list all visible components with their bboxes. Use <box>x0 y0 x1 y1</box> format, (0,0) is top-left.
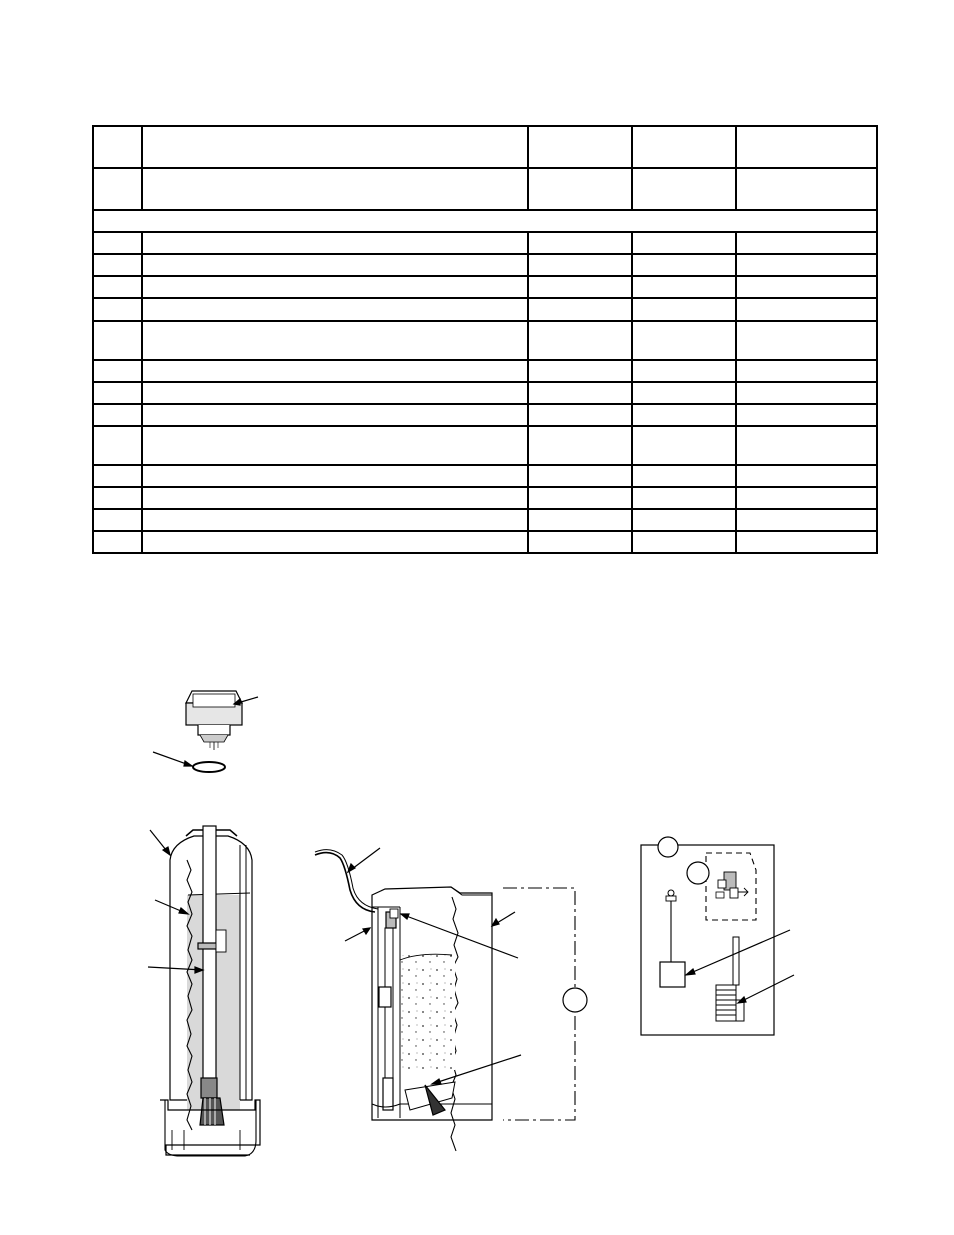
detail-reference-circle <box>563 988 587 1012</box>
valve-figure <box>153 691 258 772</box>
brine-well <box>385 928 393 1088</box>
brine-tank-figure <box>315 848 587 1151</box>
brine-line-tube <box>315 853 375 912</box>
brine-valve-detail-figure <box>641 837 794 1035</box>
arrow-head <box>184 761 192 766</box>
control-valve-head <box>186 691 242 750</box>
resin-tank-figure <box>148 826 260 1156</box>
o-ring <box>193 762 225 772</box>
clamp-block <box>216 930 226 952</box>
lower-distributor <box>201 1078 217 1098</box>
detail-reference-circle <box>658 837 678 857</box>
distributor-basket <box>200 1098 224 1125</box>
salt-fill <box>400 955 455 1070</box>
float-block <box>660 962 685 987</box>
detail-reference-circle <box>687 862 709 884</box>
distributor-tube <box>203 826 216 1086</box>
air-check-tube <box>733 937 739 985</box>
air-check <box>383 1078 393 1110</box>
float <box>379 987 391 1007</box>
